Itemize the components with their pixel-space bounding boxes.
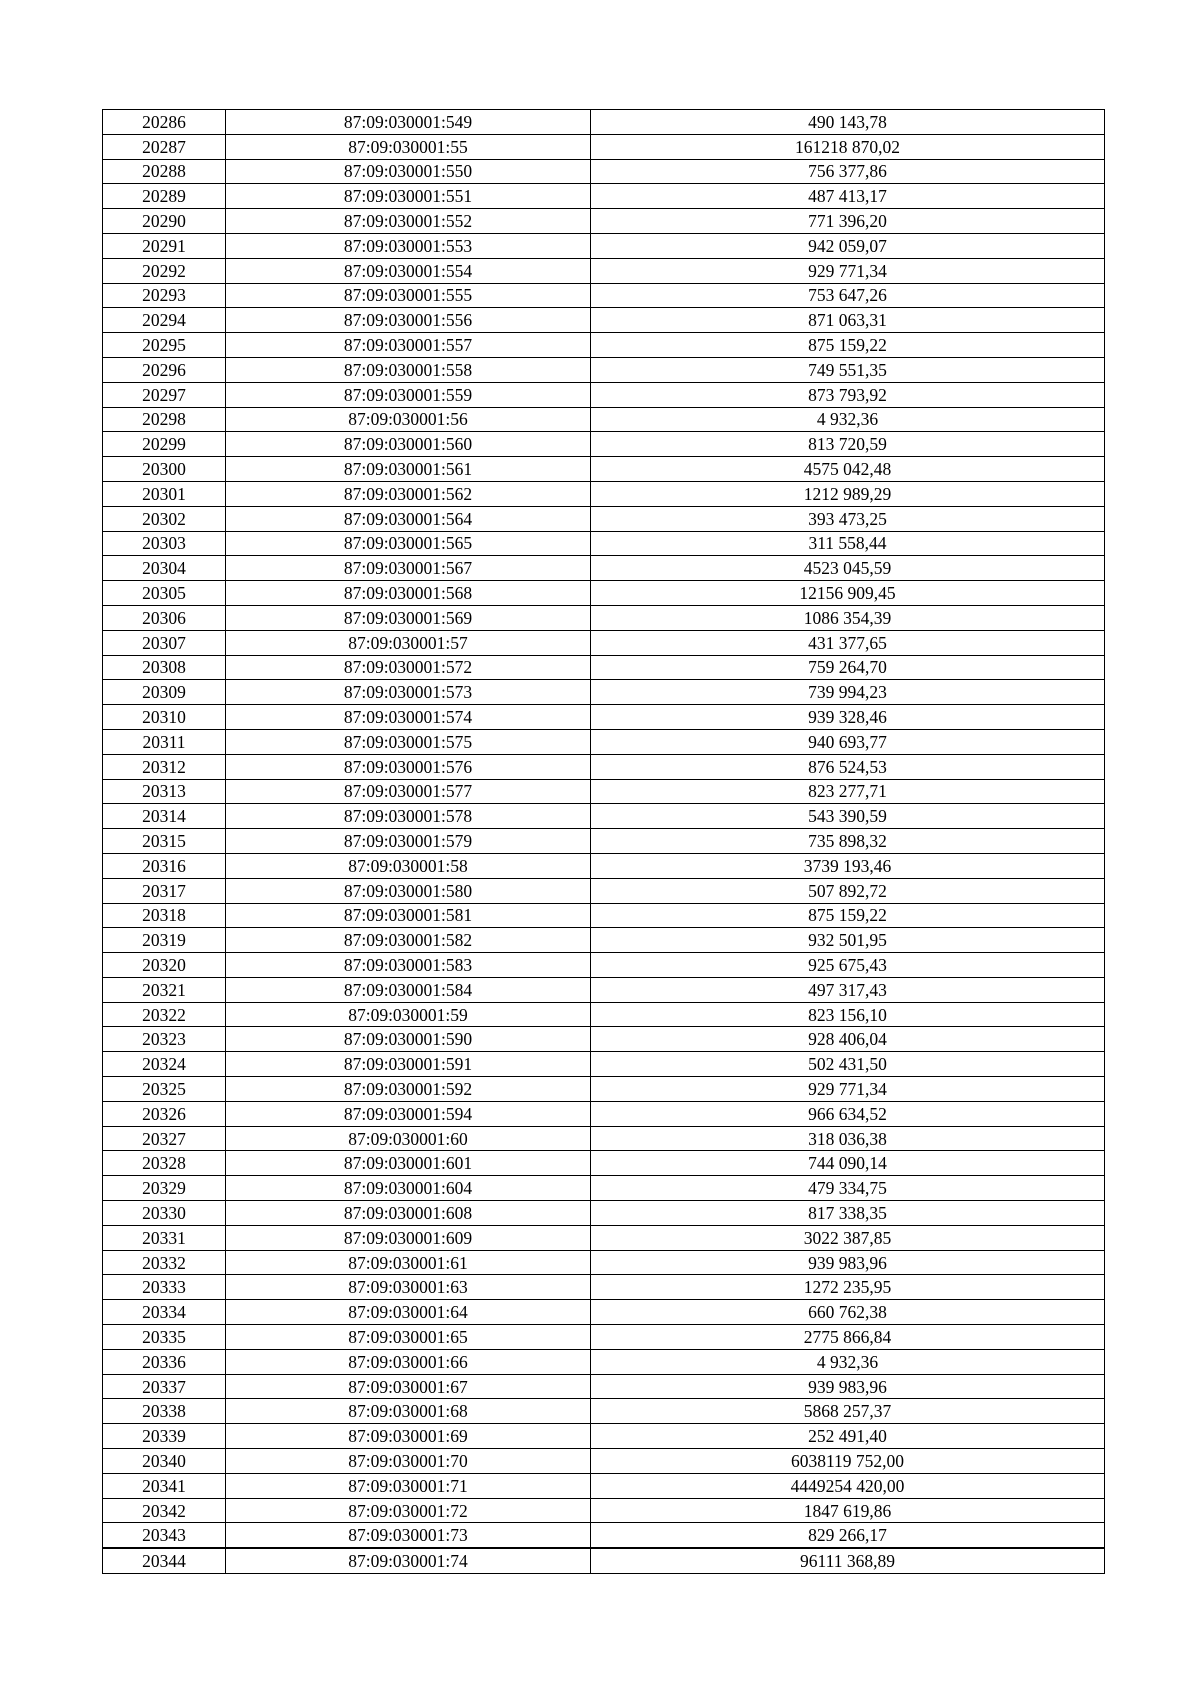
table-row — [103, 1250, 1105, 1275]
row-number-cell: 20331 — [103, 1225, 226, 1250]
cadastral-value-cell: 753 647,26 — [591, 283, 1105, 308]
cadastral-value-cell: 507 892,72 — [591, 878, 1105, 903]
table-row — [103, 283, 1105, 308]
cadastral-number-cell: 87:09:030001:601 — [226, 1151, 591, 1176]
table-row — [103, 159, 1105, 184]
cadastral-number-cell: 87:09:030001:59 — [226, 1002, 591, 1027]
row-number-cell: 20333 — [103, 1275, 226, 1300]
row-number-cell: 20338 — [103, 1399, 226, 1424]
table-row — [103, 258, 1105, 283]
cadastral-value-cell: 939 983,96 — [591, 1374, 1105, 1399]
row-number-cell: 20304 — [103, 556, 226, 581]
cadastral-number-cell: 87:09:030001:575 — [226, 729, 591, 754]
cadastral-number-cell: 87:09:030001:568 — [226, 581, 591, 606]
cadastral-value-cell: 756 377,86 — [591, 159, 1105, 184]
row-number-cell: 20321 — [103, 977, 226, 1002]
table-row — [103, 605, 1105, 630]
table-row — [103, 977, 1105, 1002]
cadastral-number-cell: 87:09:030001:550 — [226, 159, 591, 184]
row-number-cell: 20290 — [103, 209, 226, 234]
row-number-cell: 20336 — [103, 1349, 226, 1374]
cadastral-number-cell: 87:09:030001:608 — [226, 1201, 591, 1226]
cadastral-value-cell: 393 473,25 — [591, 506, 1105, 531]
cadastral-number-cell: 87:09:030001:565 — [226, 531, 591, 556]
table-row — [103, 1424, 1105, 1449]
cadastral-value-cell: 252 491,40 — [591, 1424, 1105, 1449]
table-row — [103, 1151, 1105, 1176]
cadastral-number-cell: 87:09:030001:69 — [226, 1424, 591, 1449]
row-number-cell: 20294 — [103, 308, 226, 333]
table-row — [103, 1498, 1105, 1523]
table-row — [103, 1548, 1105, 1573]
table-row — [103, 953, 1105, 978]
row-number-cell: 20311 — [103, 729, 226, 754]
cadastral-number-cell: 87:09:030001:552 — [226, 209, 591, 234]
row-number-cell: 20307 — [103, 630, 226, 655]
cadastral-value-cell: 311 558,44 — [591, 531, 1105, 556]
cadastral-value-cell: 6038119 752,00 — [591, 1449, 1105, 1474]
row-number-cell: 20329 — [103, 1176, 226, 1201]
cadastral-value-cell: 744 090,14 — [591, 1151, 1105, 1176]
table-row — [103, 1300, 1105, 1325]
table-row — [103, 903, 1105, 928]
row-number-cell: 20316 — [103, 853, 226, 878]
row-number-cell: 20318 — [103, 903, 226, 928]
cadastral-value-cell: 2775 866,84 — [591, 1325, 1105, 1350]
cadastral-number-cell: 87:09:030001:557 — [226, 333, 591, 358]
cadastral-value-cell: 942 059,07 — [591, 233, 1105, 258]
cadastral-number-cell: 87:09:030001:73 — [226, 1523, 591, 1548]
cadastral-number-cell: 87:09:030001:558 — [226, 357, 591, 382]
row-number-cell: 20299 — [103, 432, 226, 457]
cadastral-value-cell: 875 159,22 — [591, 333, 1105, 358]
cadastral-number-cell: 87:09:030001:60 — [226, 1126, 591, 1151]
cadastral-number-cell: 87:09:030001:551 — [226, 184, 591, 209]
row-number-cell: 20298 — [103, 407, 226, 432]
cadastral-value-cell: 759 264,70 — [591, 655, 1105, 680]
row-number-cell: 20293 — [103, 283, 226, 308]
cadastral-value-cell: 497 317,43 — [591, 977, 1105, 1002]
cadastral-value-cell: 4 932,36 — [591, 407, 1105, 432]
cadastral-number-cell: 87:09:030001:564 — [226, 506, 591, 531]
cadastral-value-cell: 939 328,46 — [591, 705, 1105, 730]
cadastral-value-cell: 929 771,34 — [591, 1077, 1105, 1102]
row-number-cell: 20320 — [103, 953, 226, 978]
row-number-cell: 20303 — [103, 531, 226, 556]
table-row — [103, 1027, 1105, 1052]
table-row — [103, 382, 1105, 407]
cadastral-number-cell: 87:09:030001:578 — [226, 804, 591, 829]
cadastral-number-cell: 87:09:030001:604 — [226, 1176, 591, 1201]
row-number-cell: 20337 — [103, 1374, 226, 1399]
row-number-cell: 20297 — [103, 382, 226, 407]
table-row — [103, 655, 1105, 680]
cadastral-number-cell: 87:09:030001:72 — [226, 1498, 591, 1523]
table-row — [103, 1275, 1105, 1300]
cadastral-value-cell: 490 143,78 — [591, 110, 1105, 135]
row-number-cell: 20335 — [103, 1325, 226, 1350]
row-number-cell: 20314 — [103, 804, 226, 829]
table-row — [103, 432, 1105, 457]
cadastral-value-cell: 12156 909,45 — [591, 581, 1105, 606]
row-number-cell: 20292 — [103, 258, 226, 283]
table-row — [103, 457, 1105, 482]
cadastral-number-cell: 87:09:030001:580 — [226, 878, 591, 903]
row-number-cell: 20309 — [103, 680, 226, 705]
row-number-cell: 20330 — [103, 1201, 226, 1226]
row-number-cell: 20319 — [103, 928, 226, 953]
cadastral-value-cell: 966 634,52 — [591, 1101, 1105, 1126]
row-number-cell: 20286 — [103, 110, 226, 135]
table-row — [103, 1349, 1105, 1374]
table-row — [103, 1473, 1105, 1498]
table-row — [103, 928, 1105, 953]
table-row — [103, 1201, 1105, 1226]
table-row — [103, 1126, 1105, 1151]
cadastral-value-cell: 823 156,10 — [591, 1002, 1105, 1027]
cadastral-value-cell: 929 771,34 — [591, 258, 1105, 283]
cadastral-value-cell: 739 994,23 — [591, 680, 1105, 705]
cadastral-number-cell: 87:09:030001:61 — [226, 1250, 591, 1275]
cadastral-value-cell: 318 036,38 — [591, 1126, 1105, 1151]
cadastral-number-cell: 87:09:030001:581 — [226, 903, 591, 928]
row-number-cell: 20300 — [103, 457, 226, 482]
cadastral-value-cell: 735 898,32 — [591, 829, 1105, 854]
row-number-cell: 20289 — [103, 184, 226, 209]
row-number-cell: 20341 — [103, 1473, 226, 1498]
cadastral-number-cell: 87:09:030001:549 — [226, 110, 591, 135]
row-number-cell: 20340 — [103, 1449, 226, 1474]
cadastral-value-cell: 4575 042,48 — [591, 457, 1105, 482]
cadastral-value-cell: 925 675,43 — [591, 953, 1105, 978]
cadastral-value-cell: 502 431,50 — [591, 1052, 1105, 1077]
cadastral-value-cell: 928 406,04 — [591, 1027, 1105, 1052]
cadastral-number-cell: 87:09:030001:68 — [226, 1399, 591, 1424]
row-number-cell: 20342 — [103, 1498, 226, 1523]
row-number-cell: 20296 — [103, 357, 226, 382]
cadastral-number-cell: 87:09:030001:553 — [226, 233, 591, 258]
table-row — [103, 407, 1105, 432]
cadastral-value-cell: 939 983,96 — [591, 1250, 1105, 1275]
row-number-cell: 20301 — [103, 481, 226, 506]
table-row — [103, 1399, 1105, 1424]
table-row — [103, 134, 1105, 159]
row-number-cell: 20302 — [103, 506, 226, 531]
cadastral-value-cell: 932 501,95 — [591, 928, 1105, 953]
row-number-cell: 20287 — [103, 134, 226, 159]
table-row — [103, 705, 1105, 730]
cadastral-number-cell: 87:09:030001:573 — [226, 680, 591, 705]
cadastral-number-cell: 87:09:030001:584 — [226, 977, 591, 1002]
cadastral-number-cell: 87:09:030001:574 — [226, 705, 591, 730]
cadastral-value-cell: 1847 619,86 — [591, 1498, 1105, 1523]
row-number-cell: 20344 — [103, 1548, 226, 1573]
cadastral-number-cell: 87:09:030001:569 — [226, 605, 591, 630]
cadastral-number-cell: 87:09:030001:579 — [226, 829, 591, 854]
table-row — [103, 1101, 1105, 1126]
table-row — [103, 680, 1105, 705]
table-row — [103, 630, 1105, 655]
table-row — [103, 853, 1105, 878]
table-row — [103, 333, 1105, 358]
cadastral-value-cell: 4 932,36 — [591, 1349, 1105, 1374]
cadastral-number-cell: 87:09:030001:592 — [226, 1077, 591, 1102]
cadastral-value-cell: 876 524,53 — [591, 754, 1105, 779]
cadastral-number-cell: 87:09:030001:70 — [226, 1449, 591, 1474]
table-row — [103, 1077, 1105, 1102]
table-row — [103, 729, 1105, 754]
cadastral-number-cell: 87:09:030001:554 — [226, 258, 591, 283]
row-number-cell: 20315 — [103, 829, 226, 854]
cadastral-value-cell: 96111 368,89 — [591, 1548, 1105, 1573]
cadastral-value-cell: 875 159,22 — [591, 903, 1105, 928]
cadastral-value-cell: 940 693,77 — [591, 729, 1105, 754]
row-number-cell: 20295 — [103, 333, 226, 358]
table-row — [103, 829, 1105, 854]
cadastral-number-cell: 87:09:030001:56 — [226, 407, 591, 432]
row-number-cell: 20332 — [103, 1250, 226, 1275]
cadastral-value-cell: 5868 257,37 — [591, 1399, 1105, 1424]
row-number-cell: 20334 — [103, 1300, 226, 1325]
cadastral-value-cell: 431 377,65 — [591, 630, 1105, 655]
table-row — [103, 878, 1105, 903]
cadastral-value-cell: 1272 235,95 — [591, 1275, 1105, 1300]
cadastral-number-cell: 87:09:030001:67 — [226, 1374, 591, 1399]
cadastral-value-cell: 1086 354,39 — [591, 605, 1105, 630]
cadastral-value-cell: 871 063,31 — [591, 308, 1105, 333]
cadastral-number-cell: 87:09:030001:576 — [226, 754, 591, 779]
row-number-cell: 20327 — [103, 1126, 226, 1151]
cadastral-number-cell: 87:09:030001:560 — [226, 432, 591, 457]
cadastral-value-cell: 823 277,71 — [591, 779, 1105, 804]
table-row — [103, 1374, 1105, 1399]
table-row — [103, 754, 1105, 779]
cadastral-number-cell: 87:09:030001:594 — [226, 1101, 591, 1126]
cadastral-number-cell: 87:09:030001:66 — [226, 1349, 591, 1374]
table-row — [103, 308, 1105, 333]
row-number-cell: 20306 — [103, 605, 226, 630]
table-row — [103, 556, 1105, 581]
table-body — [103, 110, 1105, 1574]
cadastral-number-cell: 87:09:030001:590 — [226, 1027, 591, 1052]
row-number-cell: 20310 — [103, 705, 226, 730]
row-number-cell: 20339 — [103, 1424, 226, 1449]
row-number-cell: 20323 — [103, 1027, 226, 1052]
cadastral-number-cell: 87:09:030001:577 — [226, 779, 591, 804]
row-number-cell: 20312 — [103, 754, 226, 779]
row-number-cell: 20328 — [103, 1151, 226, 1176]
row-number-cell: 20322 — [103, 1002, 226, 1027]
cadastral-number-cell: 87:09:030001:55 — [226, 134, 591, 159]
cadastral-number-cell: 87:09:030001:559 — [226, 382, 591, 407]
cadastral-value-cell: 3022 387,85 — [591, 1225, 1105, 1250]
row-number-cell: 20343 — [103, 1523, 226, 1548]
cadastral-value-cell: 829 266,17 — [591, 1523, 1105, 1548]
cadastral-number-cell: 87:09:030001:591 — [226, 1052, 591, 1077]
cadastral-value-cell: 817 338,35 — [591, 1201, 1105, 1226]
row-number-cell: 20288 — [103, 159, 226, 184]
cadastral-number-cell: 87:09:030001:63 — [226, 1275, 591, 1300]
cadastral-number-cell: 87:09:030001:555 — [226, 283, 591, 308]
cadastral-number-cell: 87:09:030001:567 — [226, 556, 591, 581]
table-row — [103, 357, 1105, 382]
cadastral-value-cell: 771 396,20 — [591, 209, 1105, 234]
table-row — [103, 1176, 1105, 1201]
row-number-cell: 20317 — [103, 878, 226, 903]
row-number-cell: 20325 — [103, 1077, 226, 1102]
cadastral-value-cell: 873 793,92 — [591, 382, 1105, 407]
table-row — [103, 779, 1105, 804]
cadastral-value-cell: 479 334,75 — [591, 1176, 1105, 1201]
cadastral-value-cell: 4449254 420,00 — [591, 1473, 1105, 1498]
table-row — [103, 184, 1105, 209]
cadastral-value-cell: 543 390,59 — [591, 804, 1105, 829]
cadastral-number-cell: 87:09:030001:58 — [226, 853, 591, 878]
table-row — [103, 506, 1105, 531]
table-row — [103, 1523, 1105, 1548]
cadastral-number-cell: 87:09:030001:572 — [226, 655, 591, 680]
cadastral-number-cell: 87:09:030001:562 — [226, 481, 591, 506]
cadastral-number-cell: 87:09:030001:582 — [226, 928, 591, 953]
cadastral-number-cell: 87:09:030001:65 — [226, 1325, 591, 1350]
cadastral-number-cell: 87:09:030001:609 — [226, 1225, 591, 1250]
cadastral-value-cell: 749 551,35 — [591, 357, 1105, 382]
table-row — [103, 1225, 1105, 1250]
table-row — [103, 1002, 1105, 1027]
cadastral-number-cell: 87:09:030001:556 — [226, 308, 591, 333]
table-row — [103, 233, 1105, 258]
table-row — [103, 209, 1105, 234]
table-row — [103, 531, 1105, 556]
cadastral-number-cell: 87:09:030001:561 — [226, 457, 591, 482]
table-row — [103, 481, 1105, 506]
row-number-cell: 20305 — [103, 581, 226, 606]
table-row — [103, 804, 1105, 829]
cadastral-value-cell: 161218 870,02 — [591, 134, 1105, 159]
table-row — [103, 1449, 1105, 1474]
cadastral-number-cell: 87:09:030001:71 — [226, 1473, 591, 1498]
cadastral-value-cell: 813 720,59 — [591, 432, 1105, 457]
cadastral-value-cell: 3739 193,46 — [591, 853, 1105, 878]
cadastral-value-cell: 487 413,17 — [591, 184, 1105, 209]
cadastral-number-cell: 87:09:030001:57 — [226, 630, 591, 655]
cadastral-value-table — [102, 109, 1105, 1574]
table-row — [103, 1325, 1105, 1350]
cadastral-value-cell: 4523 045,59 — [591, 556, 1105, 581]
row-number-cell: 20324 — [103, 1052, 226, 1077]
cadastral-value-cell: 1212 989,29 — [591, 481, 1105, 506]
table-row — [103, 1052, 1105, 1077]
row-number-cell: 20308 — [103, 655, 226, 680]
row-number-cell: 20326 — [103, 1101, 226, 1126]
cadastral-value-cell: 660 762,38 — [591, 1300, 1105, 1325]
table-row — [103, 110, 1105, 135]
row-number-cell: 20313 — [103, 779, 226, 804]
cadastral-number-cell: 87:09:030001:64 — [226, 1300, 591, 1325]
cadastral-number-cell: 87:09:030001:74 — [226, 1548, 591, 1573]
cadastral-number-cell: 87:09:030001:583 — [226, 953, 591, 978]
table-row — [103, 581, 1105, 606]
row-number-cell: 20291 — [103, 233, 226, 258]
